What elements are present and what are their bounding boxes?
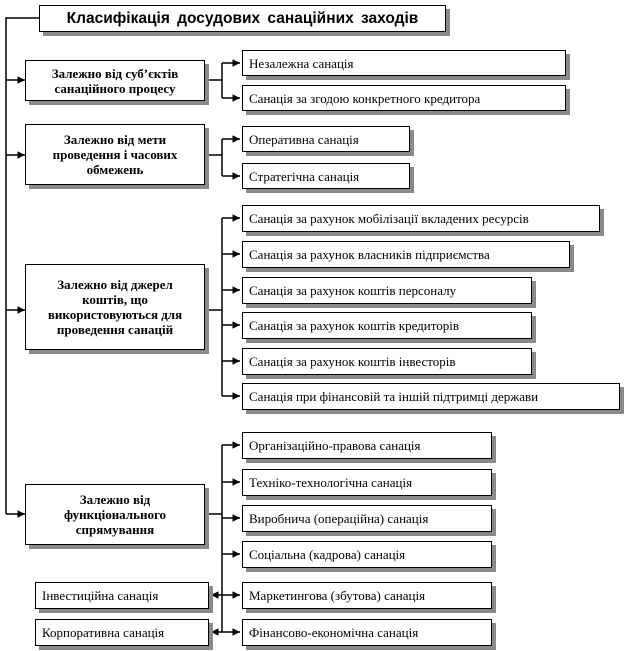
group-2-item-2: Стратегічна санація	[242, 163, 410, 189]
diagram-title: Класифікація досудових санаційних заходів	[39, 5, 446, 32]
group-4-item-3: Виробнича (операційна) санація	[242, 505, 492, 532]
group-2-item-1: Оперативна санація	[242, 126, 410, 152]
group-4-label: Залежно від функціонального спрямування	[25, 484, 205, 545]
group-3-bracket	[205, 218, 222, 396]
group-2-label: Залежно від мети проведення і часових обмежень	[25, 124, 205, 185]
side-box-corporate: Корпоративна санація	[35, 619, 209, 646]
group-1-item-2: Санація за згодою конкретного кредитора	[242, 85, 566, 111]
group-4-item-2: Техніко-технологічна санація	[242, 469, 492, 496]
group-3-label: Залежно від джерел коштів, що використовуються для проведення санацій	[25, 264, 205, 350]
group-3-item-6: Санація при фінансовій та іншій підтримці держави	[242, 383, 620, 410]
group-4-item-6: Фінансово-економічна санація	[242, 619, 492, 646]
group-1-item-1: Незалежна санація	[242, 50, 566, 76]
group-3-item-3: Санація за рахунок коштів персоналу	[242, 277, 532, 304]
group-2-bracket	[205, 139, 222, 176]
group-3-item-4: Санація за рахунок коштів кредиторів	[242, 312, 532, 339]
group-4-item-1: Організаційно-правова санація	[242, 432, 492, 459]
group-1-bracket	[205, 63, 222, 98]
group-4-item-5: Маркетингова (збутова) санація	[242, 582, 492, 609]
group-4-item-4: Соціальна (кадрова) санація	[242, 541, 492, 568]
group-3-item-2: Санація за рахунок власників підприємства	[242, 241, 570, 268]
group-1-label: Залежно від суб’єктів санаційного процесу	[25, 60, 205, 101]
group-3-item-5: Санація за рахунок коштів інвесторів	[242, 348, 532, 375]
side-box-investment: Інвестиційна санація	[35, 582, 209, 609]
group-3-item-1: Санація за рахунок мобілізації вкладених ресурсів	[242, 205, 600, 232]
